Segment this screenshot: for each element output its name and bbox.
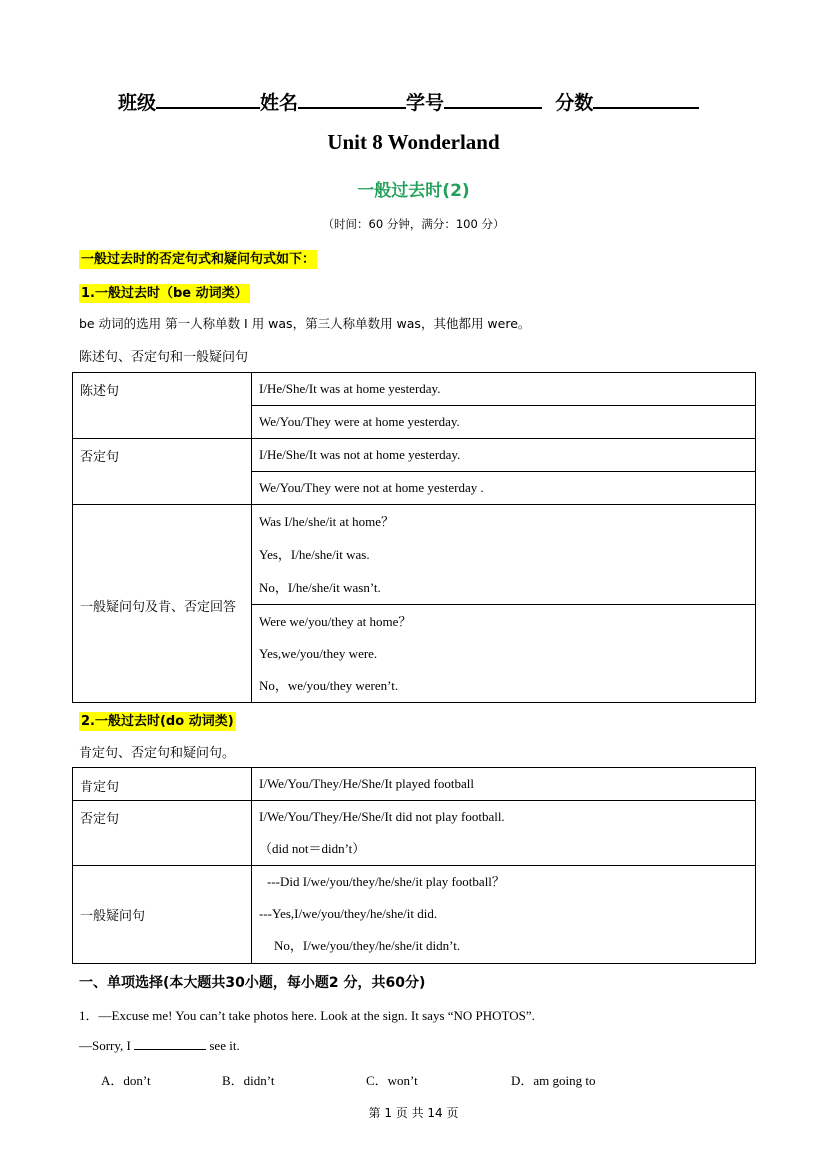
q3-line2: ---Yes,I/we/you/they/he/she/it did. [259,906,438,921]
question1-stem: 1．—Excuse me! You can’t take photos here. Look at the sign. It says “NO PHOTOS”. [79,1008,535,1023]
q2-line3: No，we/you/they weren’t. [259,678,399,693]
class-label: 班级 [118,92,157,114]
q3-line1: ---Did I/we/you/they/he/she/it play football？ [267,874,505,889]
intro-highlight: 一般过去时的否定句式和疑问句式如下： [81,252,316,267]
question-label: 一般疑问句及肯、否定回答 [73,505,252,703]
score-label: 分数 [555,92,594,114]
be-verb-table [72,372,756,703]
part2-heading [79,710,236,730]
page-subtitle: 一般过去时(2) [357,181,470,201]
page-footer: 第 1 页 共 14 页 [368,1106,459,1120]
statement-cell-1: I/He/She/It was at home yesterday. [252,373,756,406]
student-info-line [118,88,699,115]
class-blank[interactable] [156,89,260,109]
question1-line2-post: see it. [209,1038,240,1053]
part1-subnote: 陈述句、否定句和一般疑问句 [79,350,249,365]
section1-heading: 一、单项选择(本大题共30小题，每小题2 分，共60分) [79,975,426,991]
affirm-label: 肯定句 [73,768,252,801]
question2-cell [252,866,756,964]
page-title: Unit 8 Wonderland [327,130,500,154]
time-info: （时间：60 分钟，满分：100 分） [322,217,505,231]
q2-line1: Were we/you/they at home？ [259,614,412,629]
question-cell-1 [252,505,756,605]
option-c[interactable]: C．won’t [366,1073,418,1088]
option-b[interactable]: B．didn’t [222,1073,275,1088]
negative2-line2: （did not＝didn’t） [259,841,366,856]
student-id-blank[interactable] [444,89,542,109]
do-verb-table [72,767,756,964]
statement-label: 陈述句 [73,373,252,439]
negative2-cell [252,801,756,866]
answer-blank[interactable] [134,1037,206,1050]
part1-note: be 动词的选用 第一人称单数 I 用 was，第三人称单数用 was，其他都用 were。 [79,316,531,331]
negative2-label: 否定句 [73,801,252,866]
part1-heading-text: 1.一般过去时（be 动词类） [81,286,248,301]
q1-line1: Was I/he/she/it at home？ [259,514,395,529]
affirm-cell: I/We/You/They/He/She/It played football [252,768,756,801]
negative-cell-1: I/He/She/It was not at home yesterday. [252,439,756,472]
q1-line2: Yes，I/he/she/it was. [259,547,370,562]
q1-line3: No，I/he/she/it wasn’t. [259,580,381,595]
part1-heading [79,282,250,302]
part2-heading-text: 2.一般过去时(do 动词类) [81,714,234,729]
statement-cell-2: We/You/They were at home yesterday. [252,406,756,439]
name-label: 姓名 [260,92,299,114]
option-d[interactable]: D．am going to [511,1073,596,1088]
question1-line2 [79,1037,240,1054]
q2-line2: Yes,we/you/they were. [259,646,378,661]
negative2-line1: I/We/You/They/He/She/It did not play football. [259,809,505,824]
negative-cell-2: We/You/They were not at home yesterday . [252,472,756,505]
name-blank[interactable] [298,89,406,109]
part2-note: 肯定句、否定句和疑问句。 [79,746,236,761]
intro-heading [79,248,317,268]
question-cell-2 [252,605,756,703]
negative-label: 否定句 [73,439,252,505]
question1-line2-pre: —Sorry, I [79,1038,131,1053]
option-a[interactable]: A．don’t [101,1073,151,1088]
question2-label: 一般疑问句 [73,866,252,964]
q3-line3: No，I/we/you/they/he/she/it didn’t. [274,938,461,953]
score-blank[interactable] [593,89,699,109]
student-id-label: 学号 [406,92,445,114]
